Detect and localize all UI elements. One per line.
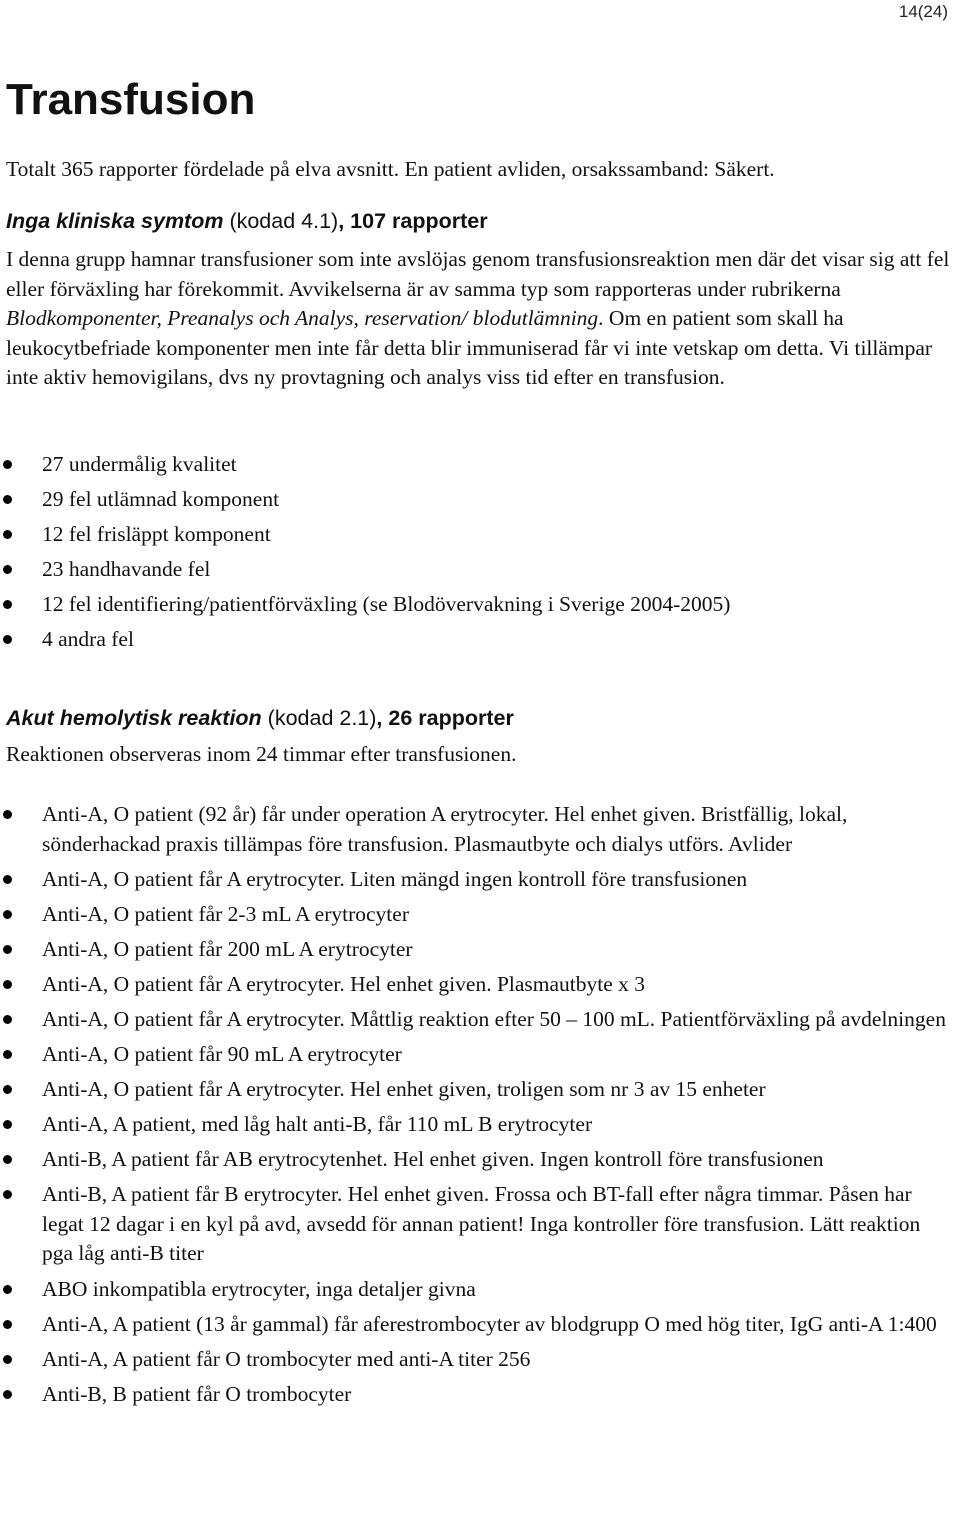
bullet-list-hemolytic-cases [0,800,956,1415]
bullet-list-error-types [0,450,956,661]
list-item-text: Anti-A, O patient får A erytrocyter. Hel enhet given. Plasmautbyte x 3 [42,971,646,996]
list-item [0,1380,956,1410]
bullet-icon [3,1355,12,1364]
intro-paragraph: Totalt 365 rapporter fördelade på elva avsnitt. En patient avliden, orsakssamband: Säkert. [6,157,775,181]
list-item [0,485,956,515]
list-item-text: 29 fel utlämnad komponent [42,487,280,512]
heading-count: , 26 rapporter [376,706,514,730]
list-item-text: 12 fel identifiering/patientförväxling (se Blodövervakning i Sverige 2004-2005) [42,592,731,617]
list-item-text: Anti-A, O patient får 200 mL A erytrocyter [42,936,413,961]
bullet-icon [3,1085,12,1094]
list-item-text: 27 undermålig kvalitet [42,452,237,476]
list-item [0,450,956,480]
list-item [0,935,956,965]
bullet-icon [3,1190,12,1199]
list-item-text: Anti-A, A patient får O trombocyter med anti-A titer 256 [42,1346,531,1371]
section-heading-hemolytic [6,704,514,733]
bullet-icon [3,530,12,539]
section-heading-no-symptoms [6,207,488,236]
list-item-text: Anti-A, A patient (13 år gammal) får aferestrombocyter av blodgrupp O med hög titer, IgG anti-A 1:400 [42,1311,937,1336]
list-item-text: Anti-A, O patient får A erytrocyter. Måttlig reaktion efter 50 – 100 mL. Patientförväxling på avdelningen [42,1006,946,1031]
list-item-text: Anti-A, O patient får A erytrocyter. Hel enhet given, troligen som nr 3 av 15 enheter [42,1077,766,1102]
list-item-text: Anti-B, A patient får AB erytrocytenhet. Hel enhet given. Ingen kontroll före transfusionen [42,1147,824,1172]
list-item-text: Anti-B, A patient får B erytrocyter. Hel enhet given. Frossa och BT-fall efter några timmar. Påsen har legat 12 dagar i en kyl på avd, avsedd för annan patient! Inga kontroller före transfusion. Lätt reaktion pga låg anti-B titer [42,1182,921,1266]
bullet-icon [3,1155,12,1164]
list-item [0,555,956,585]
section-body-no-symptoms [6,245,956,393]
list-item-text: 23 handhavande fel [42,557,211,582]
list-item [0,625,956,655]
heading-code: (kodad 2.1) [261,706,377,730]
list-item-text: Anti-A, O patient får 90 mL A erytrocyter [42,1042,402,1067]
bullet-icon [3,1390,12,1399]
list-item-text: Anti-A, O patient får 2-3 mL A erytrocyter [42,901,409,926]
bullet-icon [3,460,12,469]
bullet-icon [3,1320,12,1329]
bullet-icon [3,1050,12,1059]
body-text: . Om en patient som skall ha leukocytbefriade komponenter men inte får detta blir immuniserad får vi inte vetskap om detta. Vi tillämpar inte aktiv hemovigilans, dvs ny provtagning och analys viss tid efter en transfusion. [6,306,933,389]
list-item [0,520,956,550]
list-item-text: Anti-A, O patient får A erytrocyter. Liten mängd ingen kontroll före transfusionen [42,866,748,891]
page-title: Transfusion [6,75,256,124]
heading-count: , 107 rapporter [338,209,488,233]
list-item-text: Anti-B, B patient får O trombocyter [42,1381,352,1406]
list-item [0,1310,956,1340]
list-item [0,1075,956,1105]
bullet-icon [3,495,12,504]
list-item-text: Anti-A, A patient, med låg halt anti-B, får 110 mL B erytrocyter [42,1112,593,1137]
bullet-icon [3,1120,12,1129]
bullet-icon [3,1015,12,1024]
list-item [0,900,956,930]
heading-label: Akut hemolytisk reaktion [6,706,262,730]
list-item [0,800,956,859]
list-item [0,1040,956,1070]
bullet-icon [3,875,12,884]
list-item [0,970,956,1000]
list-item [0,1145,956,1175]
heading-code: (kodad 4.1) [223,209,339,233]
section-body-hemolytic: Reaktionen observeras inom 24 timmar efter transfusionen. [6,742,517,766]
list-item [0,1345,956,1375]
heading-label: Inga kliniska symtom [6,209,224,233]
list-item-text: 4 andra fel [42,627,134,652]
page-number: 14(24) [898,2,948,21]
list-item [0,865,956,895]
bullet-icon [3,945,12,954]
bullet-icon [3,635,12,644]
bullet-icon [3,565,12,574]
body-text: I denna grupp hamnar transfusioner som inte avslöjas genom transfusionsreaktion men där det visar sig att fel eller förväxling har förekommit. Avvikelserna är av samma typ som rapporteras under rubrikerna [6,247,950,301]
list-item-text: ABO inkompatibla erytrocyter, inga detaljer givna [42,1276,476,1301]
bullet-icon [3,810,12,819]
body-italic-text: Blodkomponenter, Preanalys och Analys, reservation/ blodutlämning [6,306,599,330]
list-item-text: Anti-A, O patient (92 år) får under operation A erytrocyter. Hel enhet given. Bristfällig, lokal, sönderhackad praxis tillämpas före transfusion. Plasmautbyte och dialys utförs. Avlider [42,802,848,856]
bullet-icon [3,1285,12,1294]
bullet-icon [3,600,12,609]
list-item [0,590,956,620]
list-item [0,1110,956,1140]
bullet-icon [3,980,12,989]
list-item [0,1275,956,1305]
list-item-text: 12 fel frisläppt komponent [42,522,271,547]
list-item [0,1180,956,1269]
bullet-icon [3,910,12,919]
list-item [0,1005,956,1035]
